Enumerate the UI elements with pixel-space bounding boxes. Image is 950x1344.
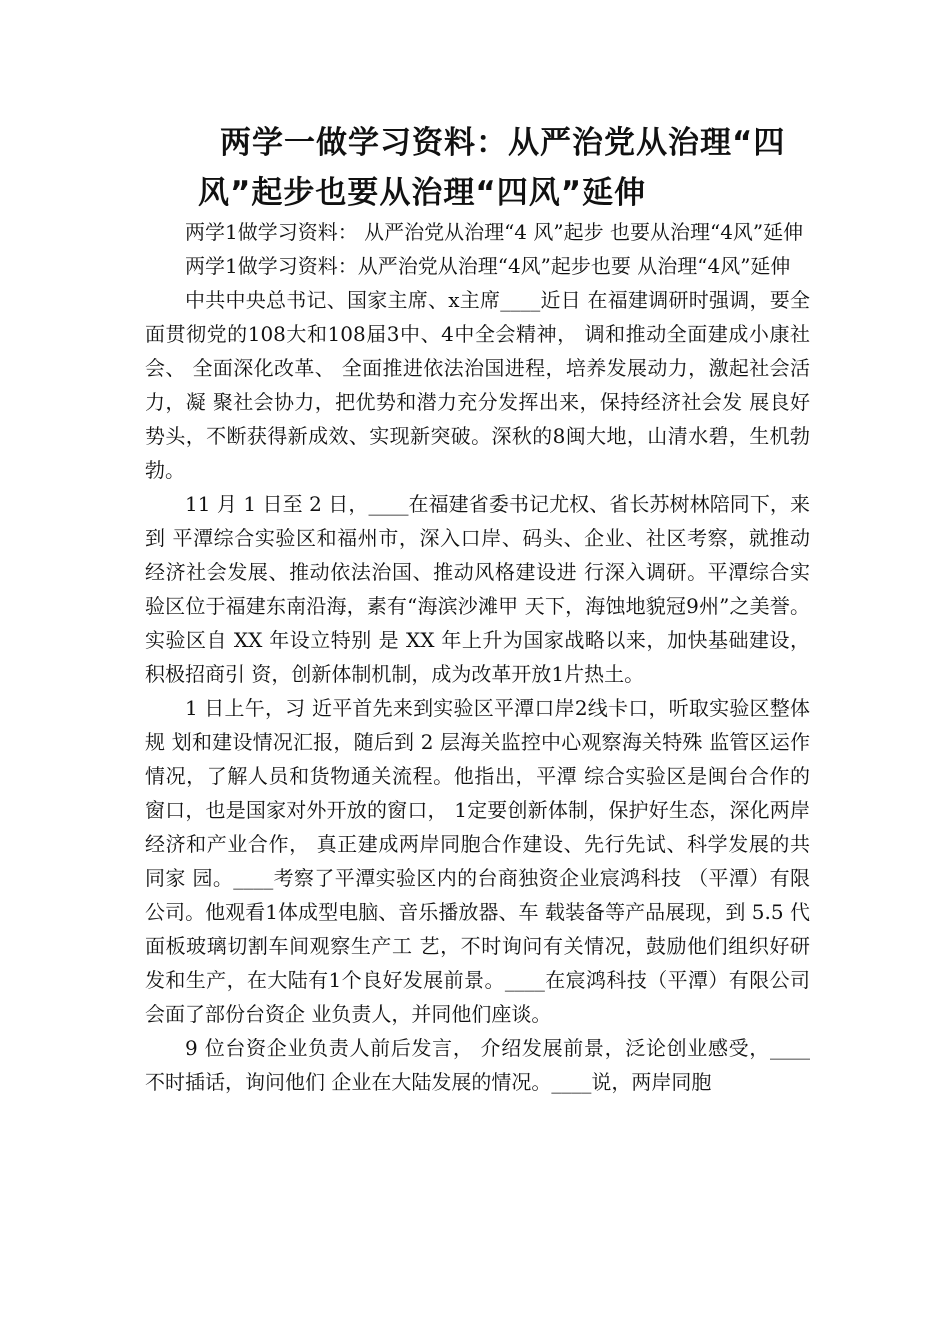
paragraph-subtitle-2: 两学1做学习资料：从严治党从治理“4风”起步也要 从治理“4风”延伸 [185, 254, 791, 278]
paragraph-morning: 1 日上午，习 近平首先来到实验区平潭口岸2线卡口，听取实验区整体规 划和建设情况汇报，随后到 2 层海关监控中心观察海关特殊 监管区运作情况，了解人员和货物通关流程。他指出，平潭 综合实验区是闽台合作的窗口，也是国家对外开放的窗口， 1定要创新体制，保护好生态，深化两岸经济和产业合作， 真正建成两岸同胞合作建设、先行先试、科学发展的共同家 园。____考察了平潭实验区内的台商独资企业宸鸿科技 （平潭）有限公司。他观看1体成型电脑、音乐播放器、车 载装备等产品展现，到 5.5 代面板玻璃切割车间观察生产工 艺，不时询问有关情况，鼓励他们组织好研发和生产，在大陆有1个良好发展前景。____在宸鸿科技（平潭）有限公司会面了部份台资企 业负责人，并同他们座谈。 [145, 696, 810, 1026]
document-body [145, 215, 810, 1099]
paragraph-intro: 中共中央总书记、国家主席、x主席____近日 在福建调研时强调，要全面贯彻党的108大和108届3中、4中全会精神， 调和推动全面建成小康社会、 全面深化改革、 全面推进依法治国进程，培养发展动力，激起社会活力，凝 聚社会协力，把优势和潜力充分发挥出来，保持经济社会发 展良好势头，不断获得新成效、实现新突破。深秋的8闽大地，山清水碧，生机勃勃。 [145, 288, 810, 482]
title-line-2: 风”起步也要从治理“四风”延伸 [198, 175, 647, 211]
paragraph-visit: 11 月 1 日至 2 日，____在福建省委书记尤权、省长苏树林陪同下，来到 平潭综合实验区和福州市，深入口岸、码头、企业、社区考察，就推动经济社会发展、推动依法治国、推动风格建设进 行深入调研。平潭综合实验区位于福建东南沿海，素有“海滨沙滩甲 天下，海蚀地貌冠9州”之美誉。实验区自 XX 年设立特别 是 XX 年上升为国家战略以来，加快基础建设，积极招商引 资，创新体制机制，成为改革开放1片热土。 [145, 492, 810, 686]
document-title [150, 118, 830, 218]
title-line-1: 两学一做学习资料：从严治党从治理“四 [220, 125, 786, 161]
paragraph-subtitle-1: 两学1做学习资料： 从严治党从治理“4 风”起步 也要从治理“4风”延伸 [185, 220, 804, 244]
paragraph-forum: 9 位台资企业负责人前后发言， 介绍发展前景，泛论创业感受，____不时插话，询问他们 企业在大陆发展的情况。____说，两岸同胞 [145, 1036, 810, 1094]
